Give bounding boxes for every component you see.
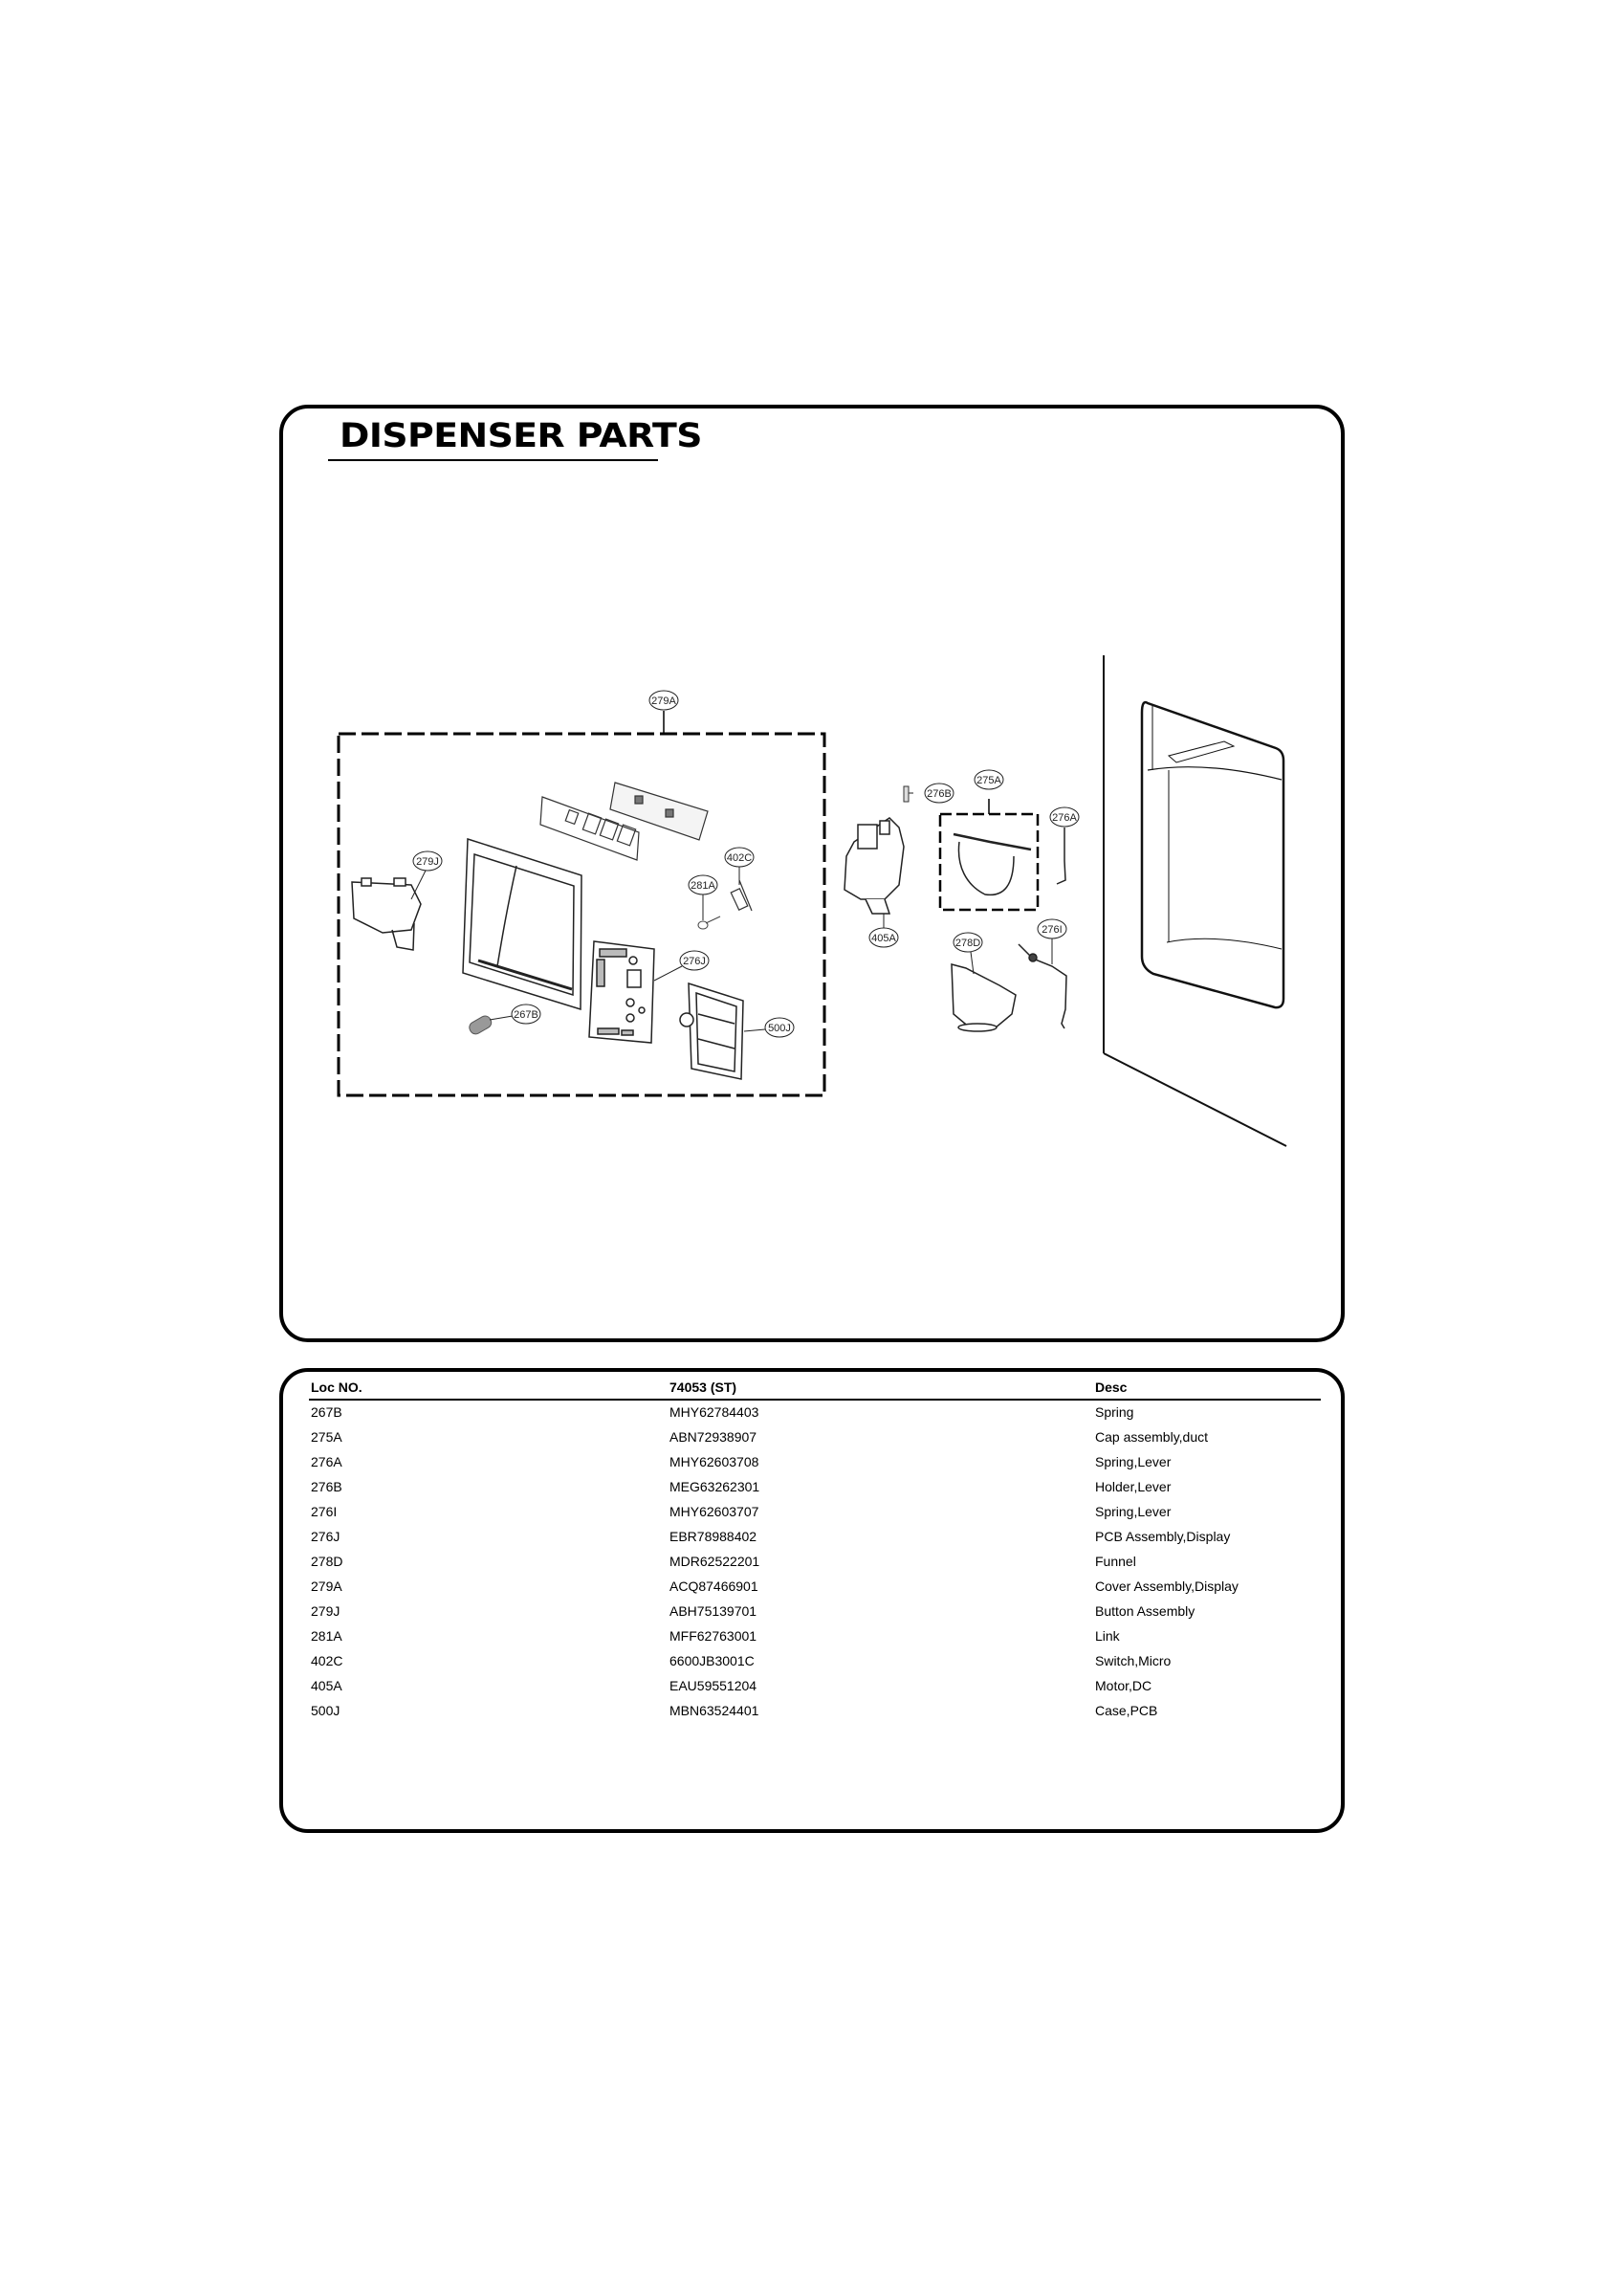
refrigerator-door-outline xyxy=(1104,655,1286,1146)
cell-part-number: ABH75139701 xyxy=(669,1603,757,1619)
funnel-part xyxy=(952,964,1016,1031)
svg-text:267B: 267B xyxy=(514,1009,538,1021)
pcb-display-part xyxy=(589,941,654,1043)
callout-276I xyxy=(1038,919,1066,964)
cell-desc: Spring xyxy=(1095,1404,1134,1420)
cell-loc: 278D xyxy=(311,1554,343,1569)
callout-276A xyxy=(1050,807,1079,827)
cell-part-number: ABN72938907 xyxy=(669,1429,757,1445)
cell-loc: 279A xyxy=(311,1578,342,1594)
callout-500J xyxy=(744,1018,794,1037)
cell-desc: Link xyxy=(1095,1628,1120,1644)
page-title: DISPENSER PARTS xyxy=(340,417,702,455)
callout-281A xyxy=(689,875,717,920)
svg-text:281A: 281A xyxy=(691,880,715,892)
svg-text:278D: 278D xyxy=(954,938,981,949)
cell-loc: 276I xyxy=(311,1504,338,1519)
button-assembly-part xyxy=(352,878,421,950)
svg-text:405A: 405A xyxy=(871,933,896,944)
svg-text:276B: 276B xyxy=(927,788,952,800)
column-header-part-number: 74053 (ST) xyxy=(669,1380,737,1395)
cell-desc: Funnel xyxy=(1095,1554,1136,1569)
callout-276B xyxy=(909,784,954,803)
callout-279J xyxy=(411,851,442,899)
svg-text:276A: 276A xyxy=(1052,812,1077,824)
svg-text:276J: 276J xyxy=(683,956,706,967)
cell-part-number: MEG63262301 xyxy=(669,1479,760,1494)
cell-part-number: MHY62603708 xyxy=(669,1454,759,1469)
cell-desc: Holder,Lever xyxy=(1095,1479,1172,1494)
cell-desc: Cap assembly,duct xyxy=(1095,1429,1209,1445)
cell-loc: 500J xyxy=(311,1703,340,1718)
callout-279A xyxy=(649,691,678,710)
cell-loc: 276A xyxy=(311,1454,342,1469)
cell-loc: 267B xyxy=(311,1404,342,1420)
cell-part-number: EBR78988402 xyxy=(669,1529,757,1544)
spring-267B-part xyxy=(468,1014,493,1036)
motor-dc-part xyxy=(844,818,904,914)
micro-switch-402C-part xyxy=(731,880,752,911)
cell-part-number: MBN63524401 xyxy=(669,1703,759,1718)
cell-loc: 405A xyxy=(311,1678,342,1693)
cell-part-number: MFF62763001 xyxy=(669,1628,757,1644)
pcb-case-part xyxy=(680,983,743,1079)
assembly-275A-group xyxy=(940,799,1038,910)
cell-desc: Spring,Lever xyxy=(1095,1504,1172,1519)
cell-loc: 279J xyxy=(311,1603,340,1619)
spring-lever-276I-part xyxy=(1019,944,1066,1028)
cell-loc: 275A xyxy=(311,1429,342,1445)
cell-loc: 402C xyxy=(311,1653,343,1668)
callout-405A xyxy=(869,914,898,947)
cell-desc: Spring,Lever xyxy=(1095,1454,1172,1469)
cell-part-number: ACQ87466901 xyxy=(669,1578,758,1594)
svg-text:402C: 402C xyxy=(726,852,753,864)
link-281A-part xyxy=(698,916,720,929)
column-header-desc: Desc xyxy=(1095,1380,1128,1395)
callout-267B xyxy=(490,1004,540,1024)
cell-desc: Button Assembly xyxy=(1095,1603,1195,1619)
cell-loc: 276J xyxy=(311,1529,340,1544)
svg-text:275A: 275A xyxy=(976,775,1001,786)
holder-lever-part xyxy=(904,786,909,802)
cell-part-number: MDR62522201 xyxy=(669,1554,760,1569)
callout-402C xyxy=(725,848,754,885)
svg-text:276I: 276I xyxy=(1042,924,1063,936)
column-header-loc: Loc NO. xyxy=(311,1380,362,1395)
cell-desc: Cover Assembly,Display xyxy=(1095,1578,1239,1594)
callout-276J xyxy=(654,951,709,981)
cell-part-number: 6600JB3001C xyxy=(669,1653,755,1668)
cell-part-number: MHY62603707 xyxy=(669,1504,759,1519)
cell-desc: PCB Assembly,Display xyxy=(1095,1529,1231,1544)
cell-loc: 276B xyxy=(311,1479,342,1494)
header-divider xyxy=(309,1399,1321,1401)
callout-275A xyxy=(975,770,1003,789)
dispenser-cover-part xyxy=(463,839,581,1009)
display-bracket-part xyxy=(610,783,708,840)
cell-desc: Case,PCB xyxy=(1095,1703,1158,1718)
cell-part-number: EAU59551204 xyxy=(669,1678,757,1693)
svg-text:279A: 279A xyxy=(651,695,676,707)
svg-text:500J: 500J xyxy=(768,1023,791,1034)
cell-part-number: MHY62784403 xyxy=(669,1404,759,1420)
cell-loc: 281A xyxy=(311,1628,342,1644)
svg-text:279J: 279J xyxy=(416,856,439,868)
cell-desc: Motor,DC xyxy=(1095,1678,1152,1693)
spring-lever-276A-part xyxy=(1057,828,1065,884)
cell-desc: Switch,Micro xyxy=(1095,1653,1172,1668)
